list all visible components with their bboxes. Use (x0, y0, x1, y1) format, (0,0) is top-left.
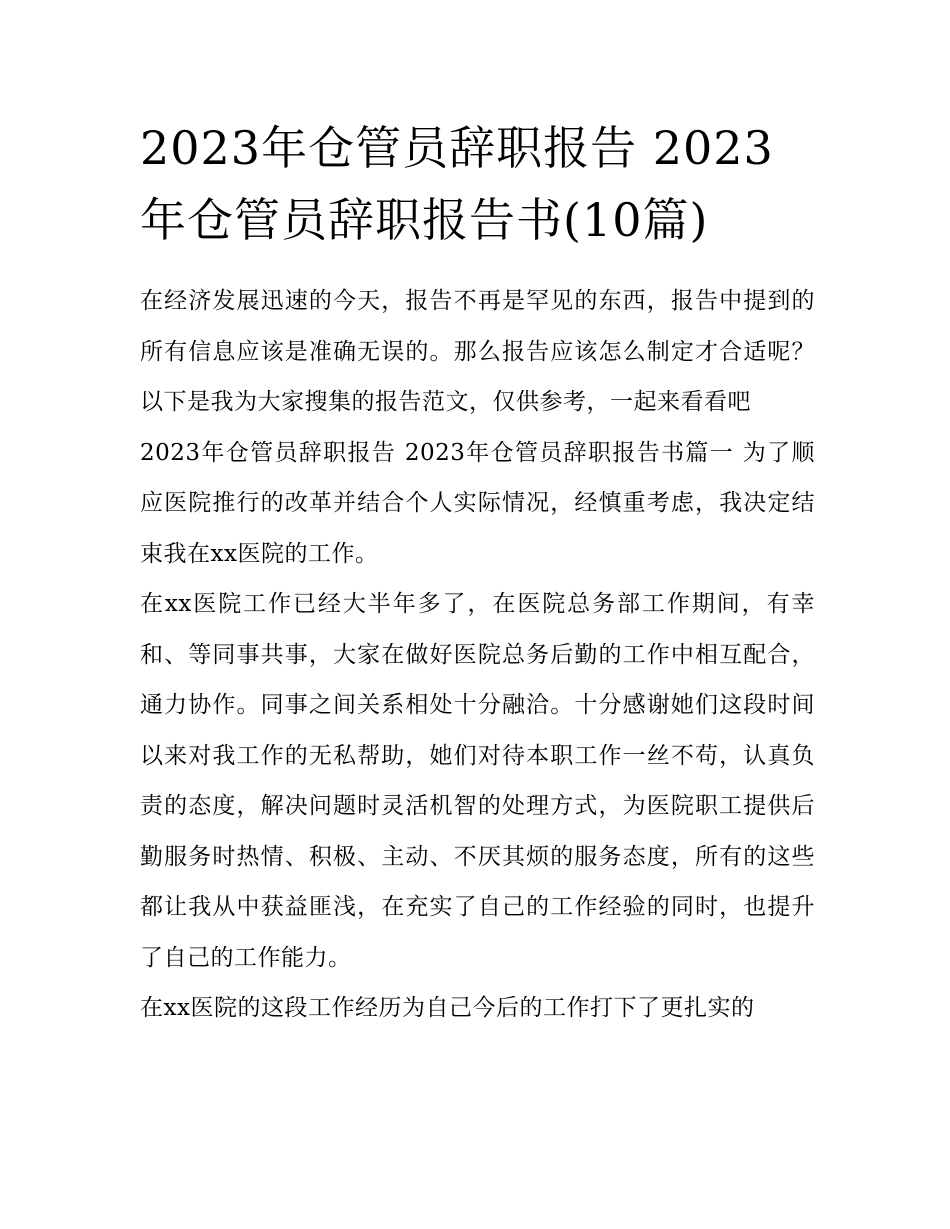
body-paragraph: 在xx医院工作已经大半年多了，在医院总务部工作期间，有幸和、等同事共事，大家在做好医院总务后勤的工作中相互配合，通力协作。同事之间关系相处十分融洽。十分感谢她们这段时间以来对我工作的无私帮助，她们对待本职工作一丝不苟，认真负责的态度，解决问题时灵活机智的处理方式，为医院职工提供后勤服务时热情、积极、主动、不厌其烦的服务态度，所有的这些都让我从中获益匪浅，在充实了自己的工作经验的同时，也提升了自己的工作能力。 (140, 591, 815, 971)
document-body (140, 112, 815, 1034)
body-paragraph: 在xx医院的这段工作经历为自己今后的工作打下了更扎实的 (140, 995, 755, 1021)
body-paragraph: 2023年仓管员辞职报告 2023年仓管员辞职报告书篇一 为了顺应医院推行的改革并结合个人实际情况，经慎重考虑，我决定结束我在xx医院的工作。 (140, 439, 815, 567)
document-title: 2023年仓管员辞职报告 2023年仓管员辞职报告书(10篇) (140, 121, 774, 247)
intro-paragraph: 在经济发展迅速的今天，报告不再是罕见的东西，报告中提到的所有信息应该是准确无误的。那么报告应该怎么制定才合适呢？以下是我为大家搜集的报告范文，仅供参考，一起来看看吧 (140, 288, 815, 415)
